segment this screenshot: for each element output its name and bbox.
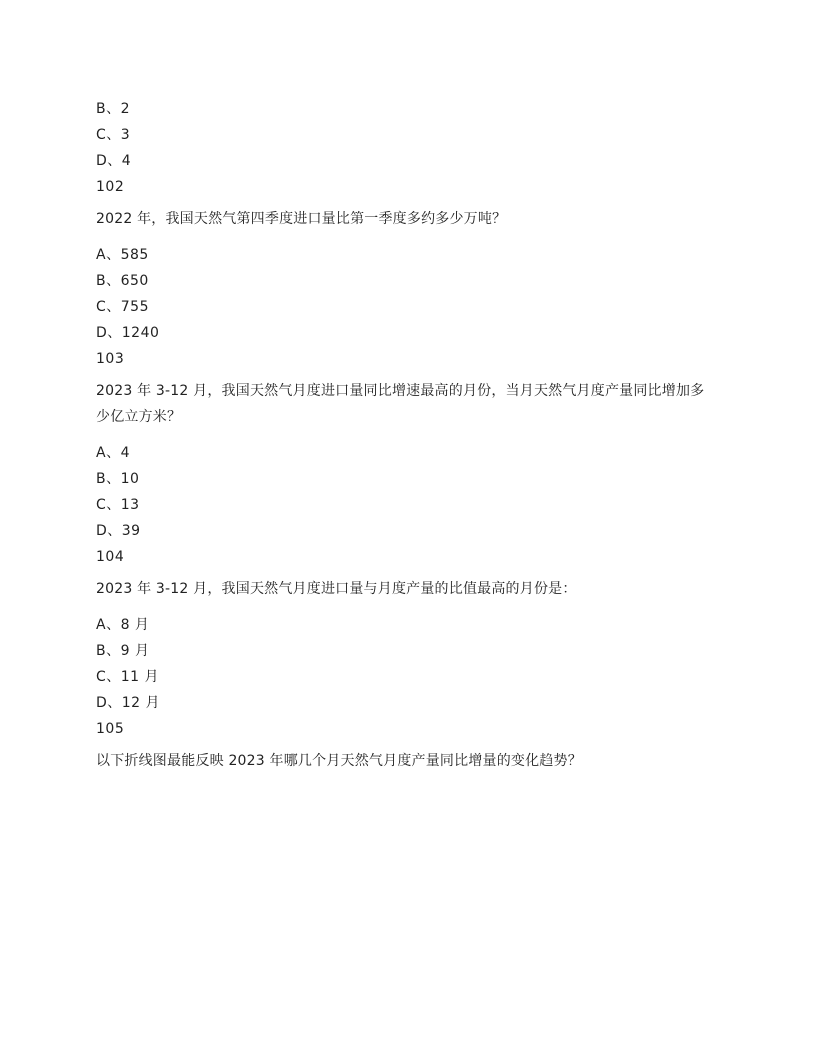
option-a: A、585	[96, 247, 149, 263]
option-d: D、1240	[96, 325, 160, 341]
option-c: C、11 月	[96, 669, 160, 685]
question-stem: 以下折线图最能反映 2023 年哪几个月天然气月度产量同比增量的变化趋势？	[96, 753, 582, 769]
option-c: C、755	[96, 299, 149, 315]
question-number: 103	[96, 351, 125, 367]
option-b: B、2	[96, 101, 131, 117]
option-d: D、4	[96, 153, 132, 169]
option-d: D、39	[96, 523, 141, 539]
option-b: B、650	[96, 273, 149, 289]
question-stem: 2023 年 3-12 月，我国天然气月度进口量同比增速最高的月份，当月天然气月度产量同比增加多少亿立方米？	[96, 383, 705, 425]
question-number: 105	[96, 721, 125, 737]
question-number: 102	[96, 179, 125, 195]
option-d: D、12 月	[96, 695, 161, 711]
option-c: C、13	[96, 497, 140, 513]
option-c: C、3	[96, 127, 131, 143]
document-body	[96, 96, 716, 784]
option-b: B、9 月	[96, 643, 150, 659]
option-a: A、4	[96, 445, 130, 461]
question-stem: 2023 年 3-12 月，我国天然气月度进口量与月度产量的比值最高的月份是：	[96, 581, 577, 597]
question-stem: 2022 年，我国天然气第四季度进口量比第一季度多约多少万吨？	[96, 211, 507, 227]
option-b: B、10	[96, 471, 140, 487]
option-a: A、8 月	[96, 617, 150, 633]
question-number: 104	[96, 549, 125, 565]
